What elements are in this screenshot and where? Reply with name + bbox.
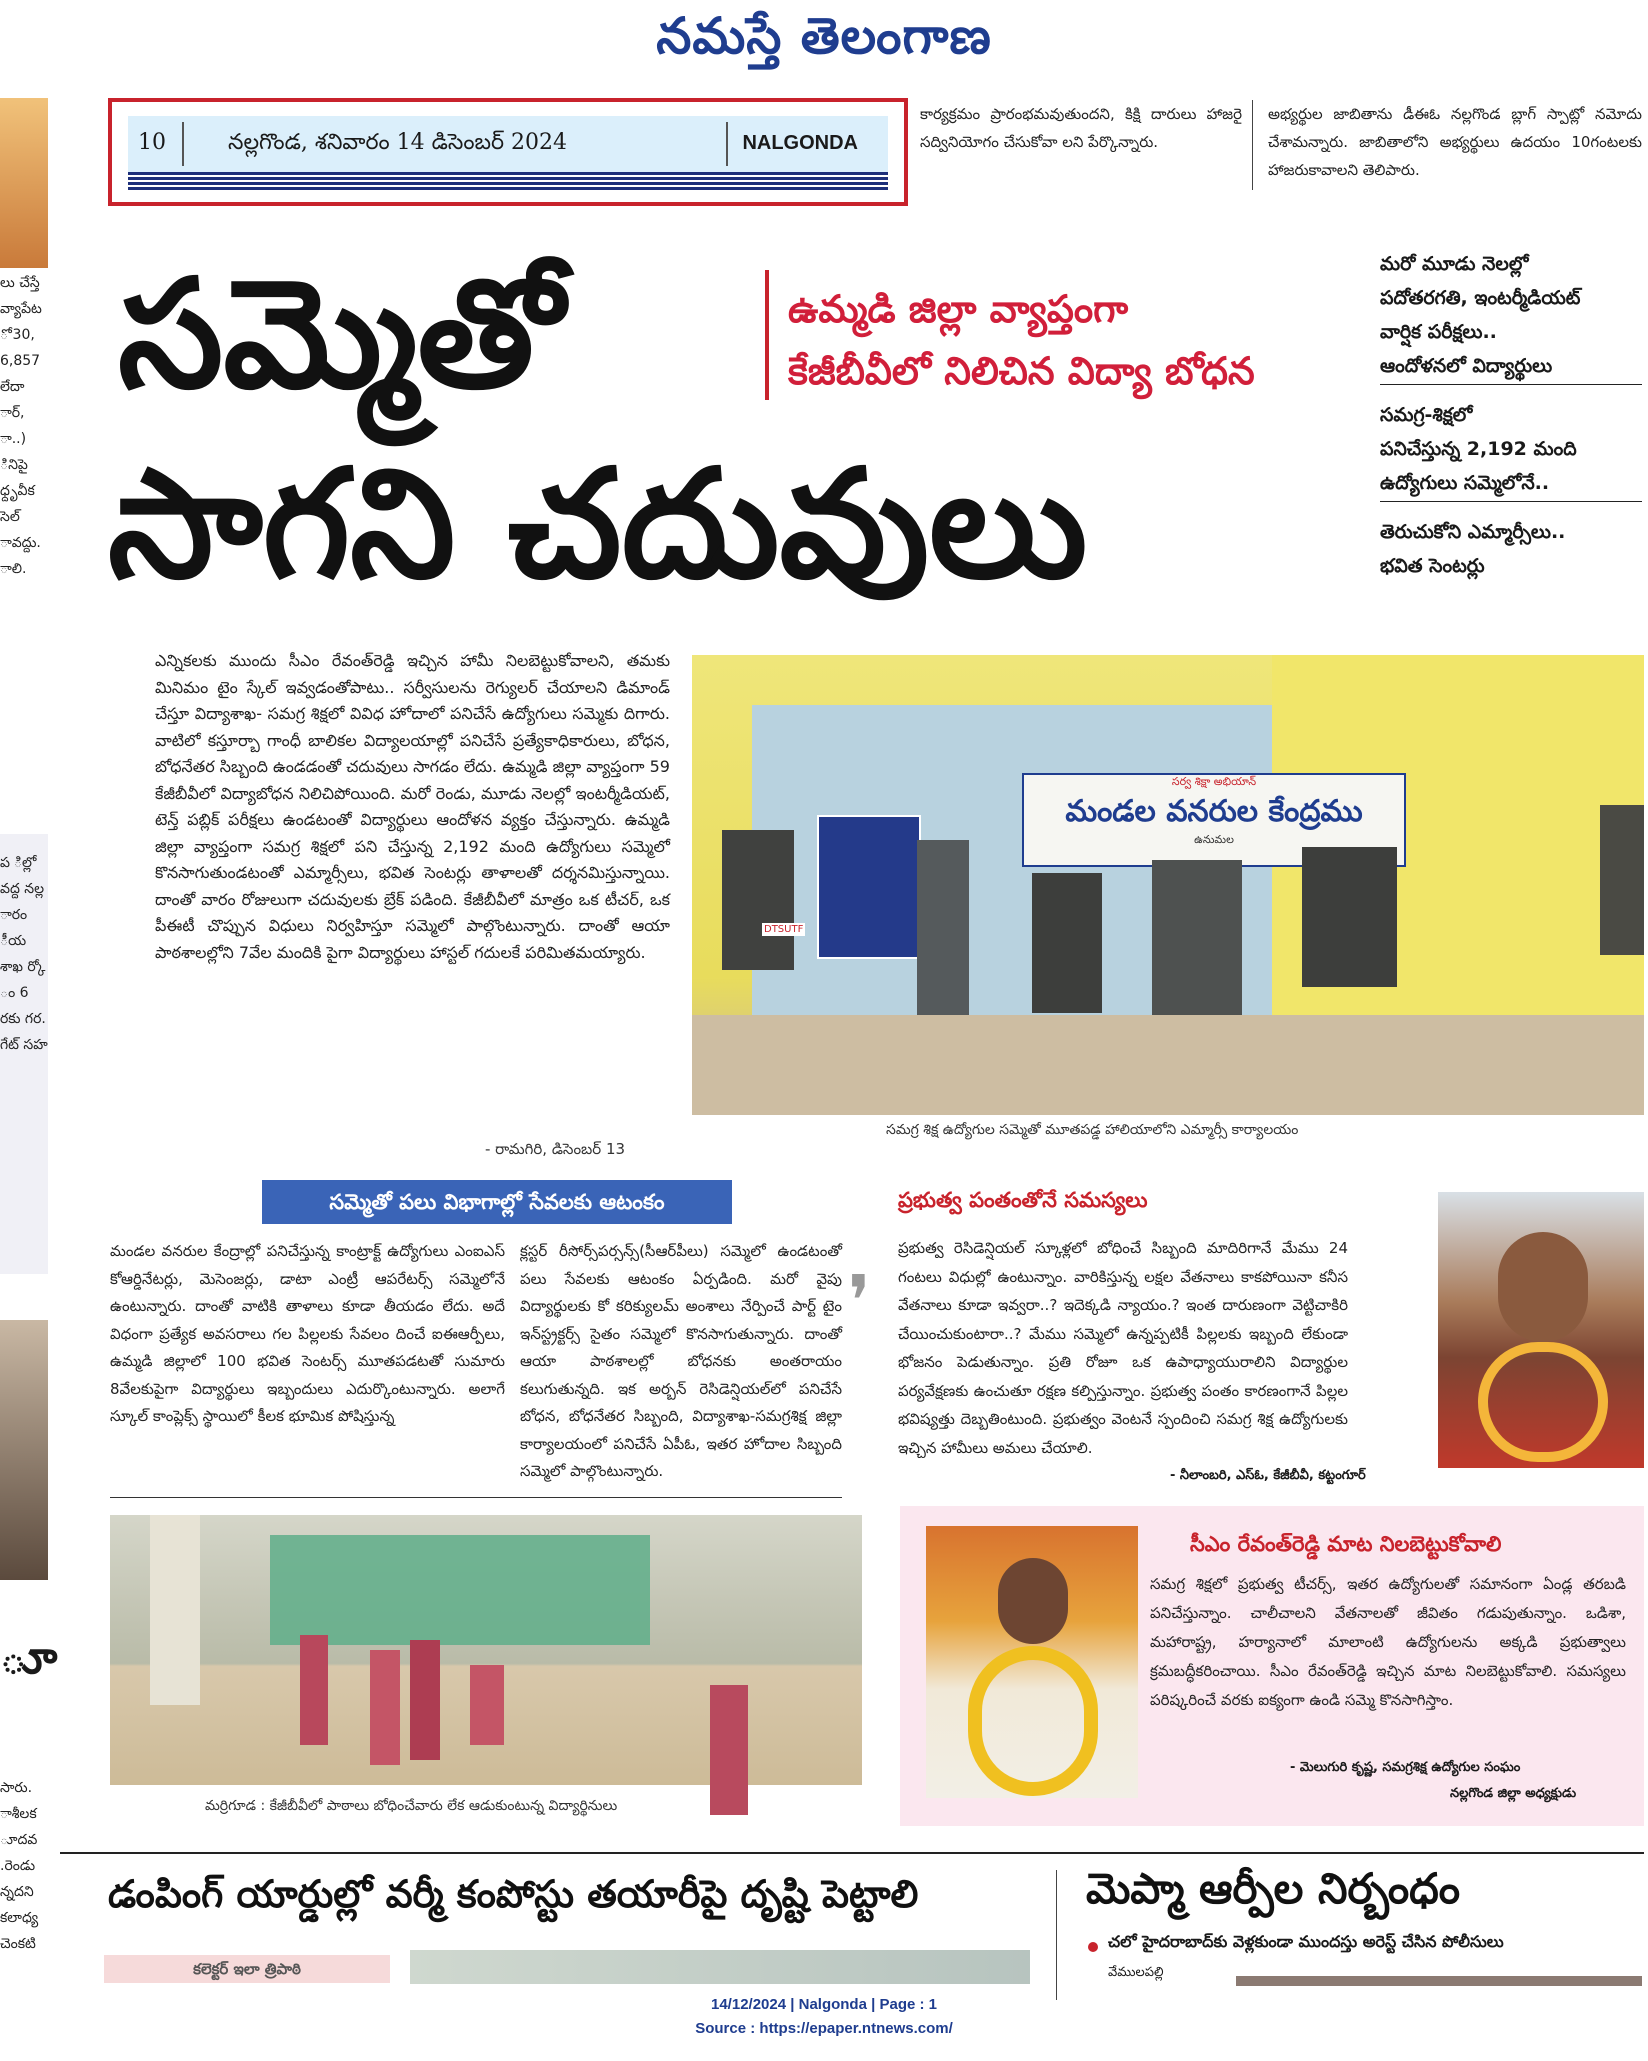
portrait-face [998, 1558, 1068, 1644]
bottom-headline-right: మెప్మా ఆర్పీల నిర్బంధం [1086, 1864, 1461, 1913]
left-edge-head: ూ [0, 1630, 58, 1684]
main-story-body: ఎన్నికలకు ముందు సీఎం రేవంత్‌రెడ్డి ఇచ్చిన హామీ నిలబెట్టుకోవాలని, తమకు మినిమం టైం స్కేల్ ఇవ్వడంతోపాటు.. సర్వీసులను రెగ్యులర్ చేయాలని డిమాండ్ చేస్తూ విద్యాశాఖ- సమగ్ర శిక్షలో వివిధ హోదాలో పనిచేసే ఉద్యోగులు సమ్మెకు దిగారు. వాటిలో కస్తూర్బా గాంధీ బాలికల విద్యాలయాల్లో పనిచేసే ప్రత్యేకాధికారులు, బోధన, బోధనేతర సిబ్బంది ఉండడంతో చదువులు సాగడం లేదు. ఉమ్మడి జిల్లా వ్యాప్తంగా 59 కేజీబీవీలో విద్యాబోధన నిలిచిపోయింది. మరో రెండు, మూడు నెలల్లో ఇంటర్మీడియట్, టెన్త్ పబ్లిక్ పరీక్షలు ఉండటంతో విద్యార్థులు ఆందోళన వ్యక్తం చేస్తున్నారు. ఉమ్మడి జిల్లా వ్యాప్తంగా సమగ్ర శిక్షలో పని చేస్తున్న 2,192 మంది ఉద్యోగులు సమ్మెలో కొనసాగుతుండటంతో ఎమ్మార్సీలు, భవిత సెంటర్లు తాళాలతో దర్శనమిస్తున్నాయి. దాంతో వారం రోజులుగా చదువులకు బ్రేక్ పడింది. కేజీబీవీలో మాత్రం ఒక టీచర్, ఒక పీఈటీ చొప్పున విధులు నిర్వహిస్తూ సమ్మెలో పాల్గొంటున్నారు. దాంతో ఆయా పాఠశాలల్లోని 7వేల మందికి పైగా విద్యార్థులు హాస్టల్ గదులకే పరిమితమయ్యారు. [155, 651, 670, 962]
main-headline-line1: సమ్మెతో [118, 248, 564, 422]
main-photo [692, 655, 1644, 1115]
bottom-right-small: వేములపల్లి [1108, 1965, 1164, 1980]
page-number: 10 [138, 130, 166, 155]
student [470, 1665, 504, 1745]
bottom-left-tag: కలెక్టర్ ఇలా త్రిపాఠి [104, 1955, 390, 1983]
portrait-face [1498, 1232, 1588, 1342]
cm-story-body: సమగ్ర శిక్షలో ప్రభుత్వ టీచర్స్, ఇతర ఉద్యోగులతో సమానంగా ఏండ్ల తరబడి పనిచేస్తున్నాం. చాలీచాలని వేతనాలతో జీవితం గడుపుతున్నాం. ఒడిశా, మహారాష్ట్ర, హర్యానాలో మాలాంటి ఉద్యోగులను అక్కడి ప్రభుత్వాలు క్రమబద్ధీకరించాయి. సీఎం రేవంత్‌రెడ్డి ఇచ్చిన మాట నిలబెట్టుకోవాలి. సమస్యలు పరిష్కరించే వరకు ఐక్యంగా ఉండి సమ్మె కొనసాగిస్తాం. [1150, 1575, 1626, 1709]
sign-main-text: మండల వనరుల కేంద్రము [1065, 794, 1363, 829]
subhead-line1: ఉమ్మడి జిల్లా వ్యాప్తంగా [788, 287, 1129, 331]
side-point: ఆందోళనలో విద్యార్థులు [1380, 350, 1642, 385]
footer-line-1: 14/12/2024 | Nalgonda | Page : 1 [711, 1996, 937, 2013]
services-underline [110, 1497, 842, 1498]
woman-portrait [1438, 1192, 1644, 1468]
services-photo-caption: మర్రిగూడ : కేజీబీవీలో పాఠాలు బోధించేవారు లేక ఆడుకుంటున్న విద్యార్థినులు [205, 1798, 618, 1814]
window-middle [1032, 873, 1102, 1013]
floor [692, 1015, 1644, 1115]
window-far-right [1600, 805, 1644, 955]
footer-source-link[interactable]: Source : https://epaper.ntnews.com/ [695, 2020, 953, 2037]
green-shelves [270, 1535, 650, 1645]
student [300, 1635, 328, 1745]
services-photo [110, 1515, 862, 1785]
section-divider [60, 1852, 1644, 1854]
door-left [917, 840, 969, 1030]
window-right [1302, 847, 1397, 987]
subhead-line2: కేజీబీవీలో నిలిచిన విద్యా బోధన [788, 349, 1255, 393]
bullet-dot [1088, 1942, 1098, 1952]
side-point: భవిత సెంటర్లు [1380, 555, 1485, 577]
main-headline-line2: సాగని చదువులు [108, 438, 1088, 612]
left-edge-person-photo [0, 1320, 48, 1580]
pillar [150, 1515, 200, 1705]
main-photo-caption: సమగ్ర శిక్ష ఉద్యోగుల సమ్మెతో మూతపడ్డ హాలియాలోని ఎమ్మార్సీ కార్యాలయం [886, 1122, 1299, 1138]
left-edge-text-2: ప ిల్లో వద్ద నల్ల ారం ీయ శాఖ ర్కో ం 6 రకు గర. గేట్ సహ [0, 855, 48, 1053]
cm-story-title: సీఎం రేవంత్‌రెడ్డి మాట నిలబెట్టుకోవాలి [1190, 1532, 1502, 1556]
cm-story-byline-2: నల్లగొండ జిల్లా అధ్యక్షుడు [1450, 1786, 1577, 1801]
services-col2: క్లస్టర్ రీసోర్స్‌పర్సన్స్(సీఆర్‌పీలు) సమ్మెలో ఉండటంతో పలు సేవలకు ఆటంకం ఏర్పడింది. మరో వైపు విద్యార్థులకు కో కరిక్యులమ్ అంశాలు నేర్పించే పార్ట్ టైం ఇన్‌స్ట్రక్టర్స్ సైతం సమ్మెలో కొనసాగుతున్నారు. దాంతో ఆయా పాఠశాలల్లో బోధనకు అంతరాయం కలుగుతున్నది. ఇక అర్బన్ రెసిడెన్షియల్‌లో పనిచేసే బోధన, బోధనేతర సిబ్బంది, విద్యాశాఖ-సమగ్రశిక్ష జిల్లా కార్యాలయంలో పనిచేసే ఏపీఓ, ఇతర హోదాల సిబ్బంది సమ్మెలో పాల్గొంటున్నారు. [520, 1242, 842, 1480]
student [710, 1685, 748, 1815]
man-portrait [926, 1526, 1138, 1798]
window-left [722, 830, 794, 970]
student [370, 1650, 400, 1765]
dateline-band [128, 116, 888, 172]
notice-board [817, 815, 921, 959]
top-snippet-middle: కార్యక్రమం ప్రారంభమవుతుందని, కిక్షి దారులు హాజరై సద్వినియోగం చేసుకోవా లని పేర్కొన్నారు. [920, 105, 1242, 151]
dateline-text: నల్లగొండ, శనివారం 14 డిసెంబర్ 2024 [228, 130, 568, 155]
subhead-divider [765, 270, 769, 400]
side-point: వార్షిక పరీక్షలు.. [1380, 321, 1497, 343]
side-point: సమగ్ర-శిక్షలో [1380, 404, 1473, 426]
services-title: సమ్మెతో పలు విభాగాల్లో సేవలకు ఆటంకం [262, 1180, 732, 1224]
notice-tag: DTSUTF [764, 924, 804, 935]
portrait-garland [1478, 1342, 1608, 1462]
left-edge-photo [0, 98, 48, 268]
masthead: నమస్తే తెలంగాణ [656, 6, 992, 65]
bottom-headline-left: డంపింగ్ యార్డుల్లో వర్మీ కంపోస్టు తయారీపై దృష్టి పెట్టాలి [108, 1872, 919, 1916]
bottom-photo [410, 1950, 1030, 1984]
sign-top-text: సర్వ శిక్షా అభియాన్ [1171, 775, 1257, 788]
district-label: NALGONDA [742, 132, 858, 154]
govt-story-body: ప్రభుత్వ రెసిడెన్షియల్ స్కూళ్లలో బోధించే సిబ్బంది మాదిరిగానే మేము 24 గంటలు విధుల్లో ఉంటున్నాం. వారికిస్తున్న లక్షల వేతనాలు కాకపోయినా కనీస వేతనాలు కూడా ఇవ్వరా..? ఇదెక్కడి న్యాయం.? ఇంత దారుణంగా వెట్టిచాకిరి చేయించుకుంటారా..? మేము సమ్మెలో ఉన్నప్పటికీ పిల్లలకు ఇబ్బంది లేకుండా భోజనం పెడుతున్నాం. ప్రతి రోజూ ఒక ఉపాధ్యాయురాలిని విద్యార్థుల పర్యవేక్షణకు ఉంచుతూ రక్షణ కల్పిస్తున్నాం. ప్రభుత్వ పంతం కారణంగానే పిల్లల భవిష్యత్తు దెబ్బతింటుంది. ప్రభుత్వం వెంటనే స్పందించి సమగ్ర శిక్ష ఉద్యోగులకు ఇచ్చిన హామీలు అమలు చేయాలి. [898, 1239, 1348, 1457]
left-edge-text: లు చేస్తే వ్యాపేట ో 30, 6,857 లేదా ార్, ా..) ినిపై ధ్దృవీక సెల్ ావద్దు. ాలి. [0, 275, 42, 577]
side-point: మరో మూడు నెలల్లో [1380, 253, 1529, 275]
student [410, 1640, 440, 1760]
left-edge-text-3: సారు. ాశీలక ూదవ .రెండు న్నదని కలాధ్య చెంకటి [0, 1780, 39, 1952]
side-point: ఉద్యోగులు సమ్మెలోనే.. [1380, 467, 1642, 502]
bottom-right-sub: చలో హైదరాబాద్‌కు వెళ్లకుండా ముందస్తు అరెస్ట్ చేసిన పోలీసులు [1108, 1932, 1504, 1951]
services-col1: మండల వనరుల కేంద్రాల్లో పనిచేస్తున్న కాంట్రాక్ట్ ఉద్యోగులు ఎంఐఎస్ కోఆర్డినేటర్లు, మెసెంజర్లు, డాటా ఎంట్రీ ఆపరేటర్స్ సమ్మెలోనే ఉంటున్నారు. దాంతో వాటికి తాళాలు కూడా తీయడం లేదు. అదే విధంగా ప్రత్యేక అవసరాలు గల పిల్లలకు సేవలం దించే ఐఈఆర్పీలు, ఉమ్మడి జిల్లాలో 100 భవిత సెంటర్స్ మూతపడటతో సుమారు 8వేలకుపైగా విద్యార్థులు ఇబ్బందులు ఎదుర్కొంటున్నారు. అలాగే స్కూల్ కాంప్లెక్స్ స్థాయిలో కీలక భూమిక పోషిస్తున్న [110, 1242, 505, 1425]
top-snippet-right: అభ్యర్థుల జాబితాను డీఈఓ నల్లగొండ బ్లాగ్ స్పాట్లో నమోదు చేశామన్నారు. జాబితాలోని అభ్యర్థులు ఉదయం 10గంటలకు హాజరుకావాలని తెలిపారు. [1268, 105, 1642, 179]
portrait-garland [968, 1646, 1098, 1796]
govt-story-title: ప్రభుత్వ పంతంతోనే సమస్యలు [898, 1188, 1148, 1212]
side-point: తెరుచుకోని ఎమ్మార్సీలు.. [1380, 521, 1566, 543]
cm-story-byline: - మెలుగురి కృష్ణ, సమగ్రశిక్ష ఉద్యోగుల సంఘం [1290, 1760, 1521, 1775]
side-points [1380, 248, 1642, 598]
sign-sub-text: ఉనుమల [1194, 833, 1234, 846]
bottom-right-photo [1236, 1976, 1642, 1986]
quote-mark: ❜ [848, 1260, 871, 1342]
main-story-byline: - రామగిరి, డిసెంబర్ 13 [485, 1140, 626, 1158]
dateline-stripes [128, 172, 888, 190]
side-point: పదోతరగతి, ఇంటర్మీడియట్ [1380, 287, 1581, 309]
govt-story-byline: - నీలాంబరి, ఎస్ఓ, కేజీబీవీ, కట్టంగూర్ [1170, 1468, 1366, 1483]
dateline-box [108, 98, 908, 206]
side-point: పనిచేస్తున్న 2,192 మంది [1380, 438, 1577, 460]
